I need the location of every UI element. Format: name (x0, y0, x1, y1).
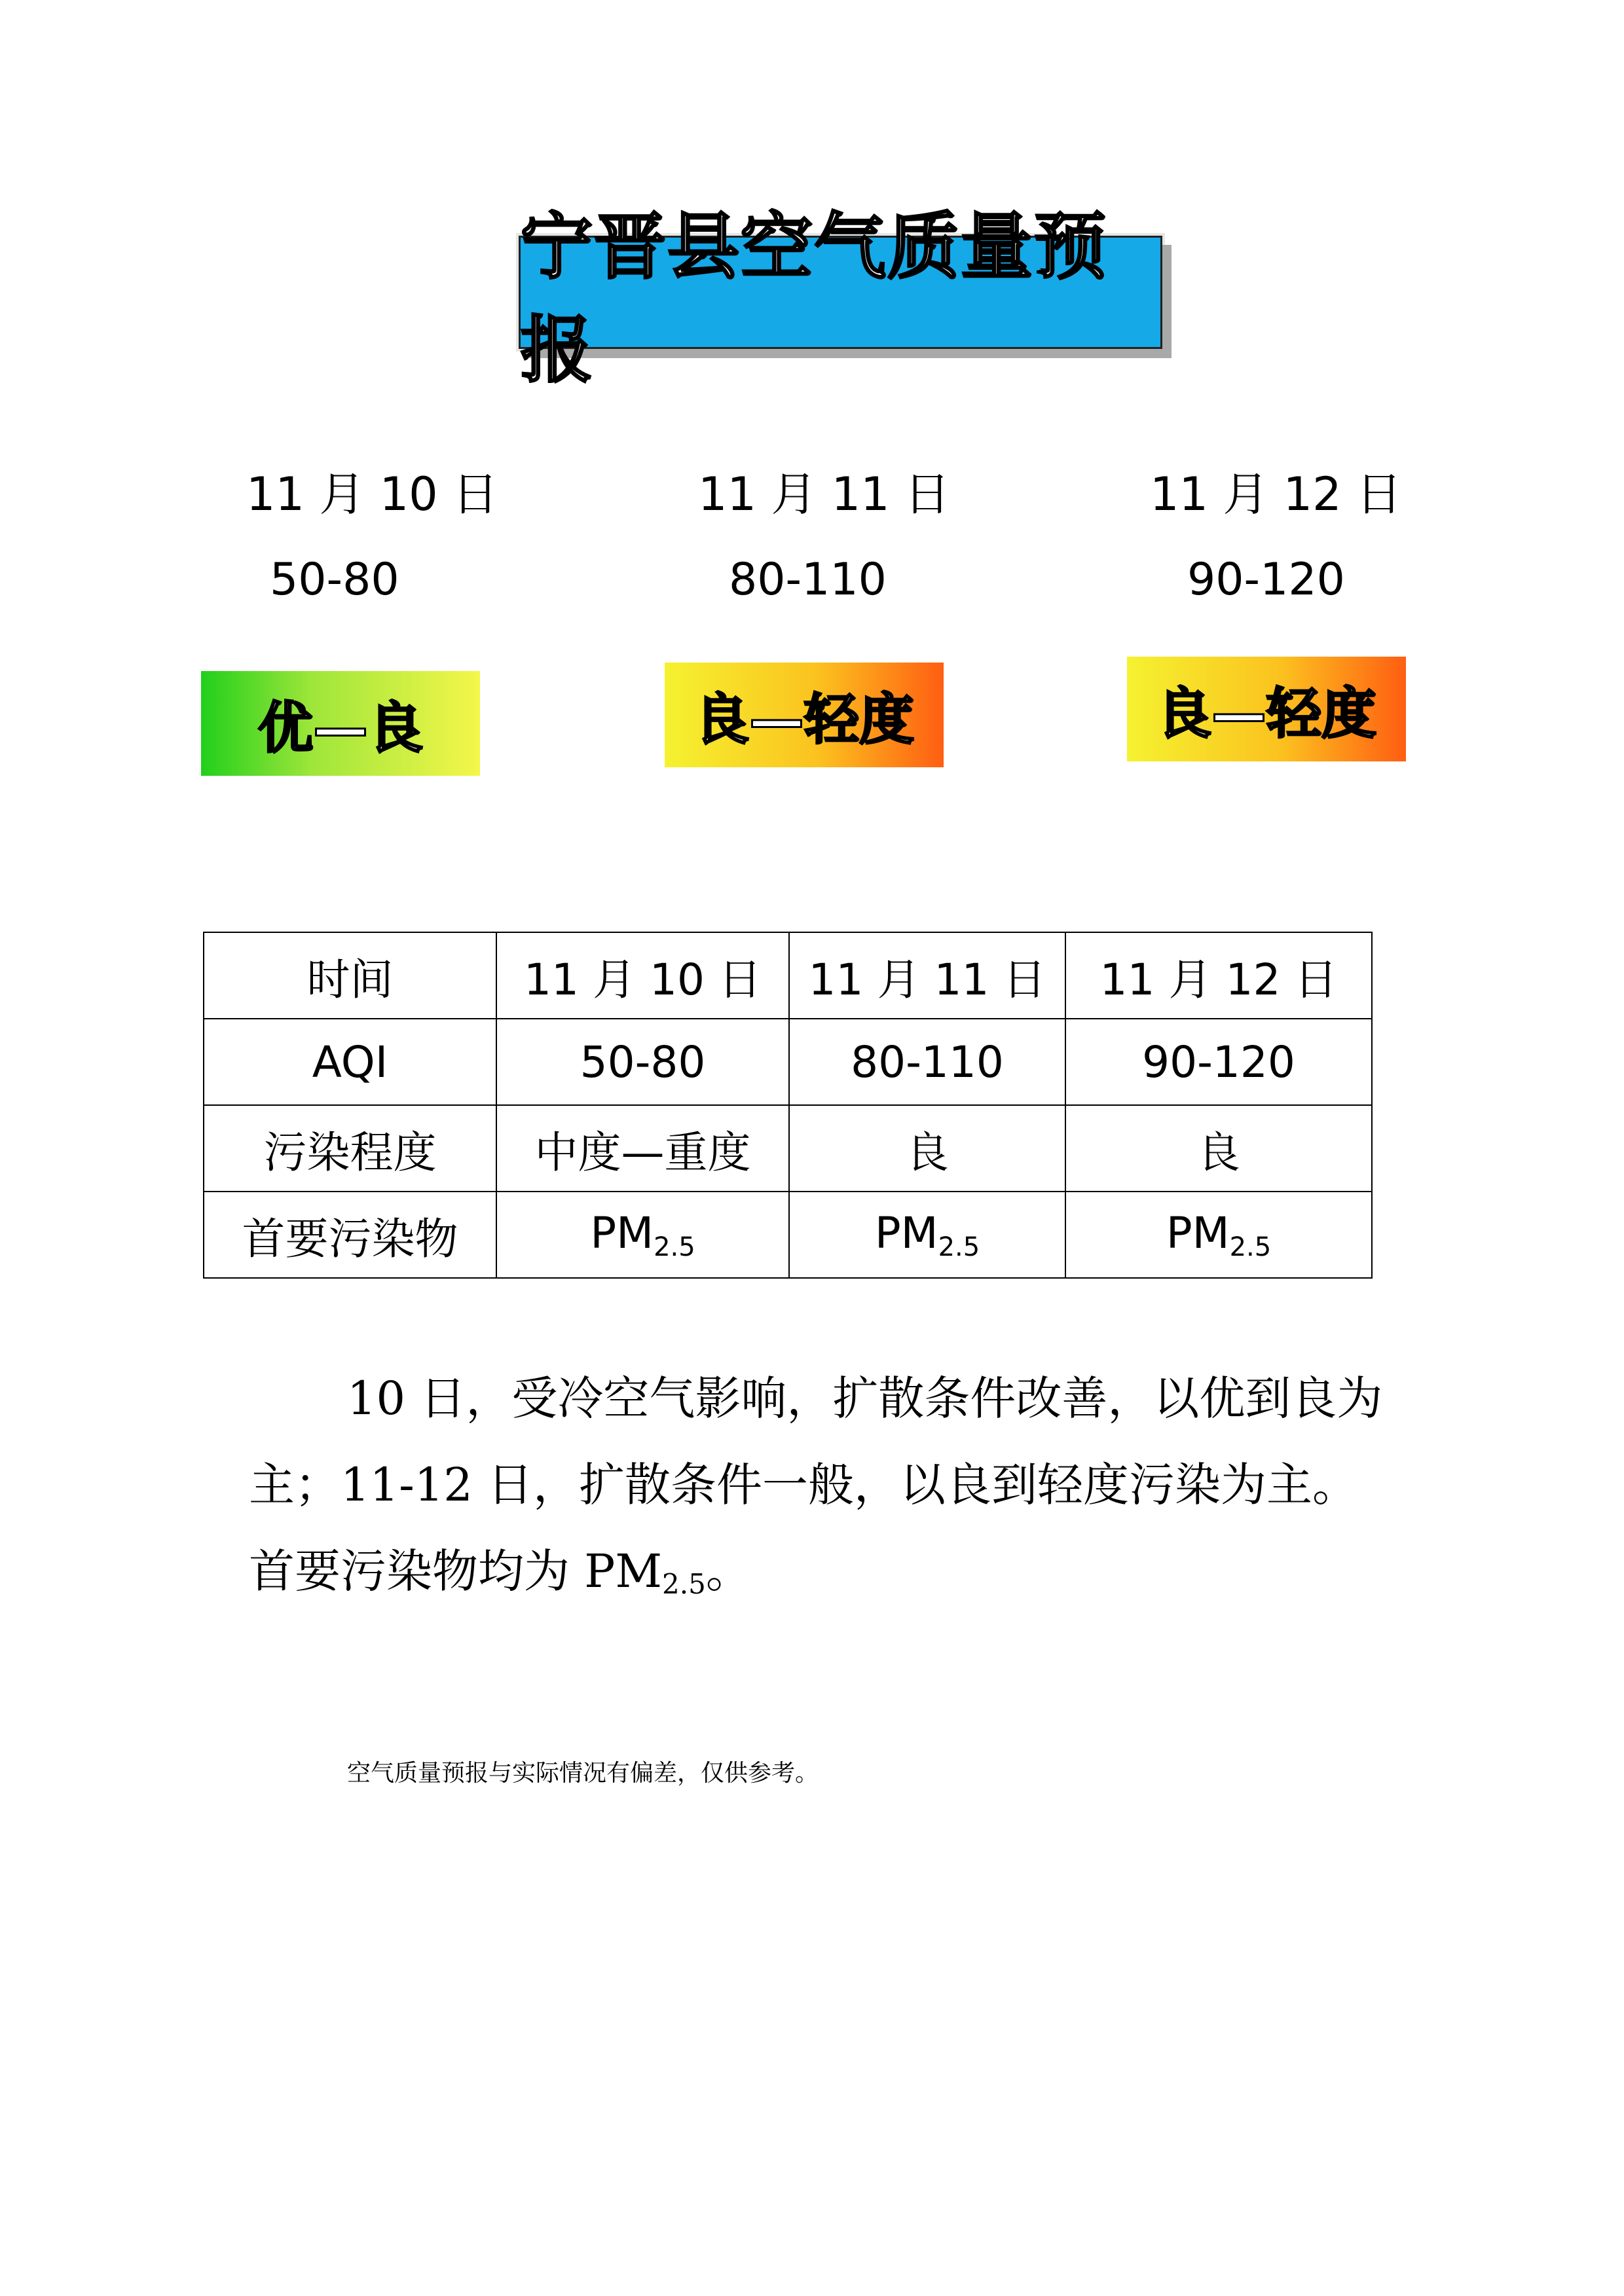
table-cell: 11 月 10 日 (496, 932, 789, 1019)
pollutant-name: PM (874, 1207, 938, 1258)
day3-range: 90-120 (1187, 554, 1345, 606)
table-row (204, 1192, 1372, 1278)
day1-date: 11 月 10 日 (246, 467, 498, 521)
forecast-summary (249, 1355, 1388, 1628)
pollutant-name: PM (590, 1207, 654, 1258)
table-row (204, 1105, 1372, 1192)
forecast-table (203, 932, 1373, 1279)
table-cell: 90-120 (1065, 1019, 1372, 1105)
day2-level: 良—轻度 (693, 687, 914, 752)
table-cell: AQI (204, 1019, 496, 1105)
table-cell: 11 月 11 日 (789, 932, 1065, 1019)
pollutant-subscript: 2.5 (654, 1231, 695, 1262)
table-cell (1065, 1192, 1372, 1278)
pollutant-subscript: 2.5 (938, 1231, 980, 1262)
table-cell: 时间 (204, 932, 496, 1019)
table-cell: 中度—重度 (496, 1105, 789, 1192)
title-banner (519, 204, 1162, 392)
pollutant-subscript: 2.5 (1229, 1231, 1272, 1262)
disclaimer-note: 空气质量预报与实际情况有偏差，仅供参考。 (347, 1760, 819, 1787)
pollutant-name: PM (1166, 1207, 1230, 1258)
day3-level-badge (1127, 657, 1406, 761)
page-title: 宁晋县空气质量预报 (521, 204, 1107, 392)
table-cell: 污染程度 (204, 1105, 496, 1192)
day3-level: 良—轻度 (1156, 681, 1376, 746)
day2-range: 80-110 (729, 554, 887, 606)
summary-end: 。 (705, 1544, 752, 1598)
table-cell (496, 1192, 789, 1278)
table-cell: 首要污染物 (204, 1192, 496, 1278)
table-cell: 50-80 (496, 1019, 789, 1105)
table-row (204, 1019, 1372, 1105)
table-row (204, 932, 1372, 1019)
day1-range: 50-80 (270, 554, 399, 606)
day1-level: 优—良 (257, 695, 423, 760)
table-cell (789, 1192, 1065, 1278)
day2-date: 11 月 11 日 (698, 467, 950, 521)
day1-level-badge (201, 671, 480, 776)
day2-level-badge (665, 663, 944, 767)
summary-subscript: 2.5 (662, 1568, 706, 1600)
summary-text: 10 日，受冷空气影响，扩散条件改善，以优到良为主；11-12 日，扩散条件一般，以良到轻度污染为主。首要污染物均为 PM (249, 1372, 1383, 1598)
table-cell: 11 月 12 日 (1065, 932, 1372, 1019)
table-cell: 80-110 (789, 1019, 1065, 1105)
day3-date: 11 月 12 日 (1150, 467, 1402, 521)
table-cell: 良 (1065, 1105, 1372, 1192)
table-cell: 良 (789, 1105, 1065, 1192)
